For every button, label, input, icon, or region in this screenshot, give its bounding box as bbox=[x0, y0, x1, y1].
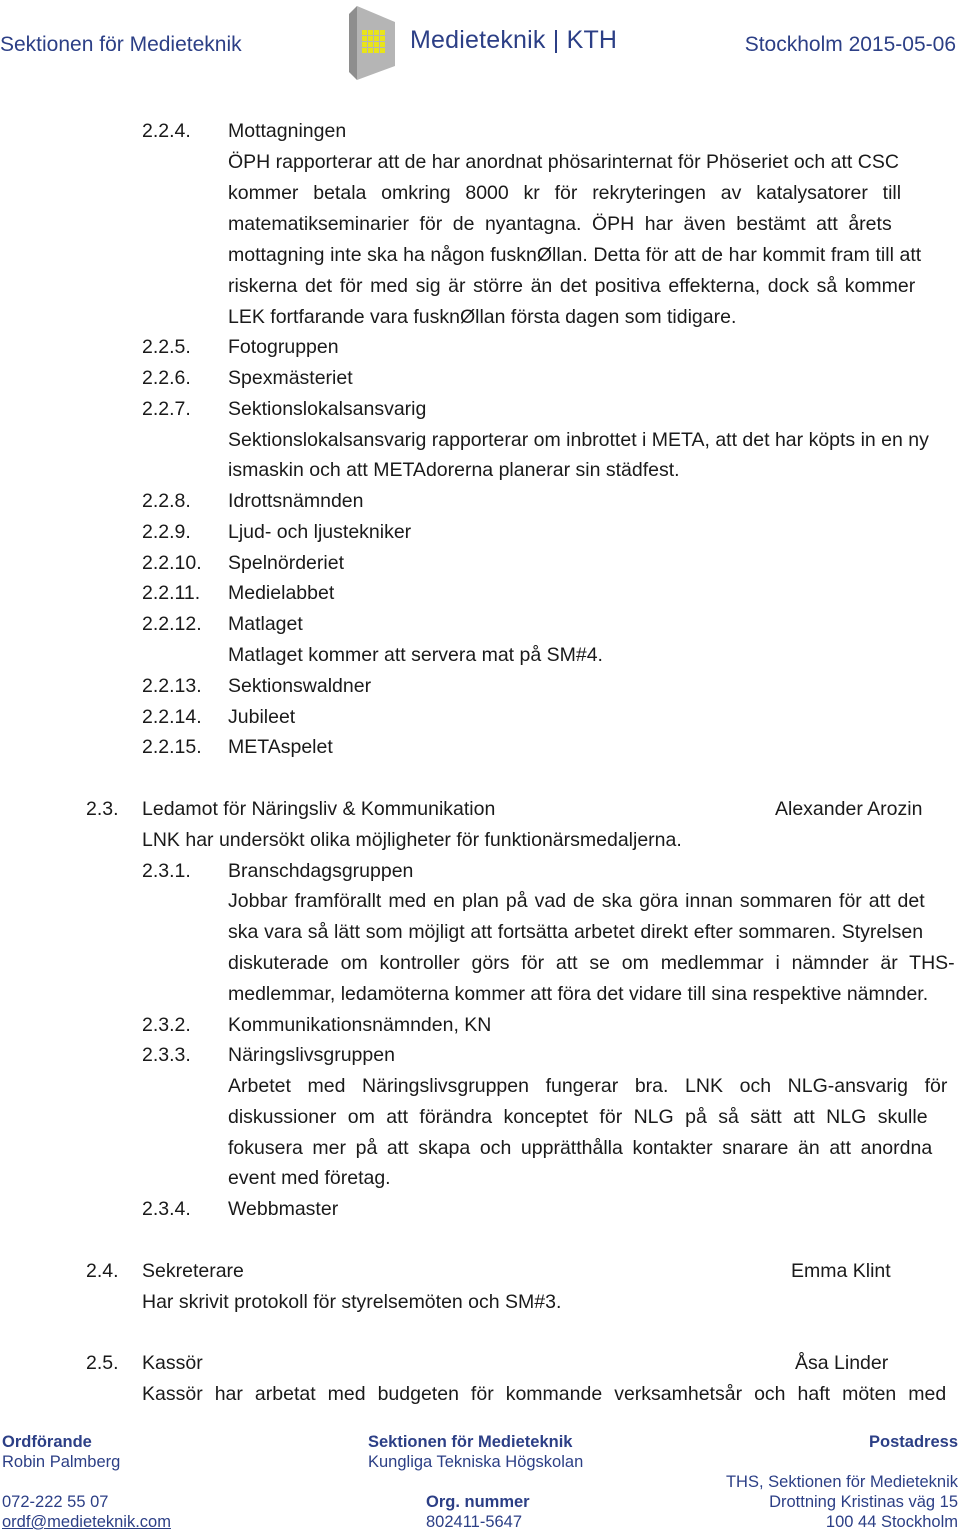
section-title: Fotogruppen bbox=[228, 336, 339, 358]
footer-heading: Postadress bbox=[869, 1433, 958, 1451]
section-number: 2.3.1. bbox=[142, 860, 191, 882]
header-date: Stockholm 2015-05-06 bbox=[744, 33, 956, 56]
footer-orgnr: 802411-5647 bbox=[426, 1513, 523, 1531]
page-header bbox=[0, 0, 960, 90]
paragraph-line: ismaskin och att METAdorerna planerar sin städfest. bbox=[228, 459, 680, 481]
section-number: 2.5. bbox=[86, 1352, 119, 1374]
section-number: 2.2.8. bbox=[142, 490, 191, 512]
header-section-name: Sektionen för Medieteknik bbox=[0, 33, 242, 56]
section-title: Sekreterare bbox=[142, 1260, 244, 1282]
footer-orgnr-label: Org. nummer bbox=[426, 1493, 530, 1511]
section-title: Medielabbet bbox=[228, 582, 335, 604]
section-title: Jubileet bbox=[228, 706, 296, 728]
paragraph-line: Matlaget kommer att servera mat på SM#4. bbox=[228, 644, 603, 666]
paragraph-line bbox=[228, 178, 958, 209]
section-title: Ljud- och ljustekniker bbox=[228, 521, 412, 543]
section-title: Spexmästeriet bbox=[228, 367, 353, 389]
paragraph-line: matematikseminarier för de nyantagna. ÖPH har även bestämt att årets bbox=[228, 213, 892, 235]
section-title: Ledamot för Näringsliv & Kommunikation bbox=[142, 798, 496, 820]
section-number: 2.2.14. bbox=[142, 706, 202, 728]
kth-logo-icon bbox=[335, 2, 415, 82]
paragraph-line: Har skrivit protokoll för styrelsemöten och SM#3. bbox=[142, 1291, 562, 1313]
section-number: 2.2.5. bbox=[142, 336, 191, 358]
section-person: Emma Klint bbox=[791, 1260, 891, 1282]
section-number: 2.2.10. bbox=[142, 552, 202, 574]
footer-name: Robin Palmberg bbox=[2, 1453, 121, 1471]
section-number: 2.3.2. bbox=[142, 1014, 191, 1036]
section-title: Sektionswaldner bbox=[228, 675, 372, 697]
section-person: Alexander Arozin bbox=[775, 798, 923, 820]
footer-heading: Sektionen för Medieteknik bbox=[368, 1433, 573, 1451]
section-number: 2.3.4. bbox=[142, 1198, 191, 1220]
paragraph-line: fokusera mer på att skapa och upprätthålla kontakter snarare än att anordna bbox=[228, 1137, 933, 1159]
paragraph-line: medlemmar, ledamöterna kommer att föra det vidare till sina respektive nämnder. bbox=[228, 983, 929, 1005]
paragraph-line: Kassör har arbetat med budgeten för kommande verksamhetsår och haft möten med bbox=[142, 1383, 947, 1405]
footer-phone: 072-222 55 07 bbox=[2, 1493, 109, 1511]
section-number: 2.2.9. bbox=[142, 521, 191, 543]
section-title: Matlaget bbox=[228, 613, 303, 635]
section-title: Spelnörderiet bbox=[228, 552, 344, 574]
footer-address-line: 100 44 Stockholm bbox=[825, 1513, 958, 1531]
section-number: 2.2.7. bbox=[142, 398, 191, 420]
section-person: Åsa Linder bbox=[795, 1352, 889, 1374]
section-title: Idrottsnämnden bbox=[228, 490, 364, 512]
section-number: 2.2.12. bbox=[142, 613, 202, 635]
section-number: 2.2.15. bbox=[142, 736, 202, 758]
paragraph-line: Jobbar framförallt med en plan på vad de ska göra innan sommaren för att det bbox=[228, 890, 925, 912]
section-title: Kassör bbox=[142, 1352, 203, 1374]
paragraph-line: Arbetet med Näringslivsgruppen fungerar bra. LNK och NLG-ansvarig för bbox=[228, 1075, 948, 1097]
section-title: Kommunikationsnämnden, KN bbox=[228, 1014, 492, 1036]
section-title: Branschdagsgruppen bbox=[228, 860, 414, 882]
section-number: 2.2.11. bbox=[142, 582, 201, 604]
footer-org: Kungliga Tekniska Högskolan bbox=[368, 1453, 584, 1471]
paragraph-line: diskussioner om att förändra konceptet för NLG på så sätt att NLG skulle bbox=[228, 1106, 928, 1128]
page-footer bbox=[0, 1425, 960, 1531]
paragraph-line: LNK har undersökt olika möjligheter för funktionärsmedaljerna. bbox=[142, 829, 682, 851]
section-title: METAspelet bbox=[228, 736, 333, 758]
section-number: 2.3.3. bbox=[142, 1044, 191, 1066]
section-number: 2.3. bbox=[86, 798, 119, 820]
paragraph-line: ska vara så lätt som möjligt att fortsätta arbetet direkt efter sommaren. Styrelsen bbox=[228, 921, 924, 943]
section-title: Sektionslokalsansvarig bbox=[228, 398, 427, 420]
section-title: Webbmaster bbox=[228, 1198, 339, 1220]
paragraph-line: event med företag. bbox=[228, 1167, 391, 1189]
paragraph-line: riskerna det för med sig är större än det positiva effekterna, dock så kommer bbox=[228, 275, 916, 297]
footer-heading: Ordförande bbox=[2, 1433, 92, 1451]
footer-address-line: Drottning Kristinas väg 15 bbox=[769, 1493, 958, 1511]
section-number: 2.2.13. bbox=[142, 675, 202, 697]
paragraph-line: mottagning inte ska ha någon fusknØllan. Detta för att de har kommit fram till att bbox=[228, 244, 922, 266]
section-title: Mottagningen bbox=[228, 120, 347, 142]
section-number: 2.2.4. bbox=[142, 120, 191, 142]
logo-text: Medieteknik | KTH bbox=[410, 26, 618, 54]
justified-text: kommer betala omkring 8000 kr för rekryteringen av katalysatorer till bbox=[228, 182, 902, 204]
paragraph-line: Sektionslokalsansvarig rapporterar om inbrottet i META, att det har köpts in en ny bbox=[228, 429, 929, 451]
section-title: Näringslivsgruppen bbox=[228, 1044, 395, 1066]
paragraph-line: LEK fortfarande vara fusknØllan första dagen som tidigare. bbox=[228, 306, 737, 328]
paragraph-line: ÖPH rapporterar att de har anordnat phösarinternat för Phöseriet och att CSC bbox=[228, 151, 899, 173]
footer-email-link[interactable]: ordf@medieteknik.com bbox=[2, 1513, 171, 1531]
section-number: 2.2.6. bbox=[142, 367, 191, 389]
paragraph-line: diskuterade om kontroller görs för att se om medlemmar i nämnder är THS- bbox=[228, 952, 955, 974]
footer-address-line: THS, Sektionen för Medieteknik bbox=[725, 1473, 958, 1491]
section-number: 2.4. bbox=[86, 1260, 119, 1282]
